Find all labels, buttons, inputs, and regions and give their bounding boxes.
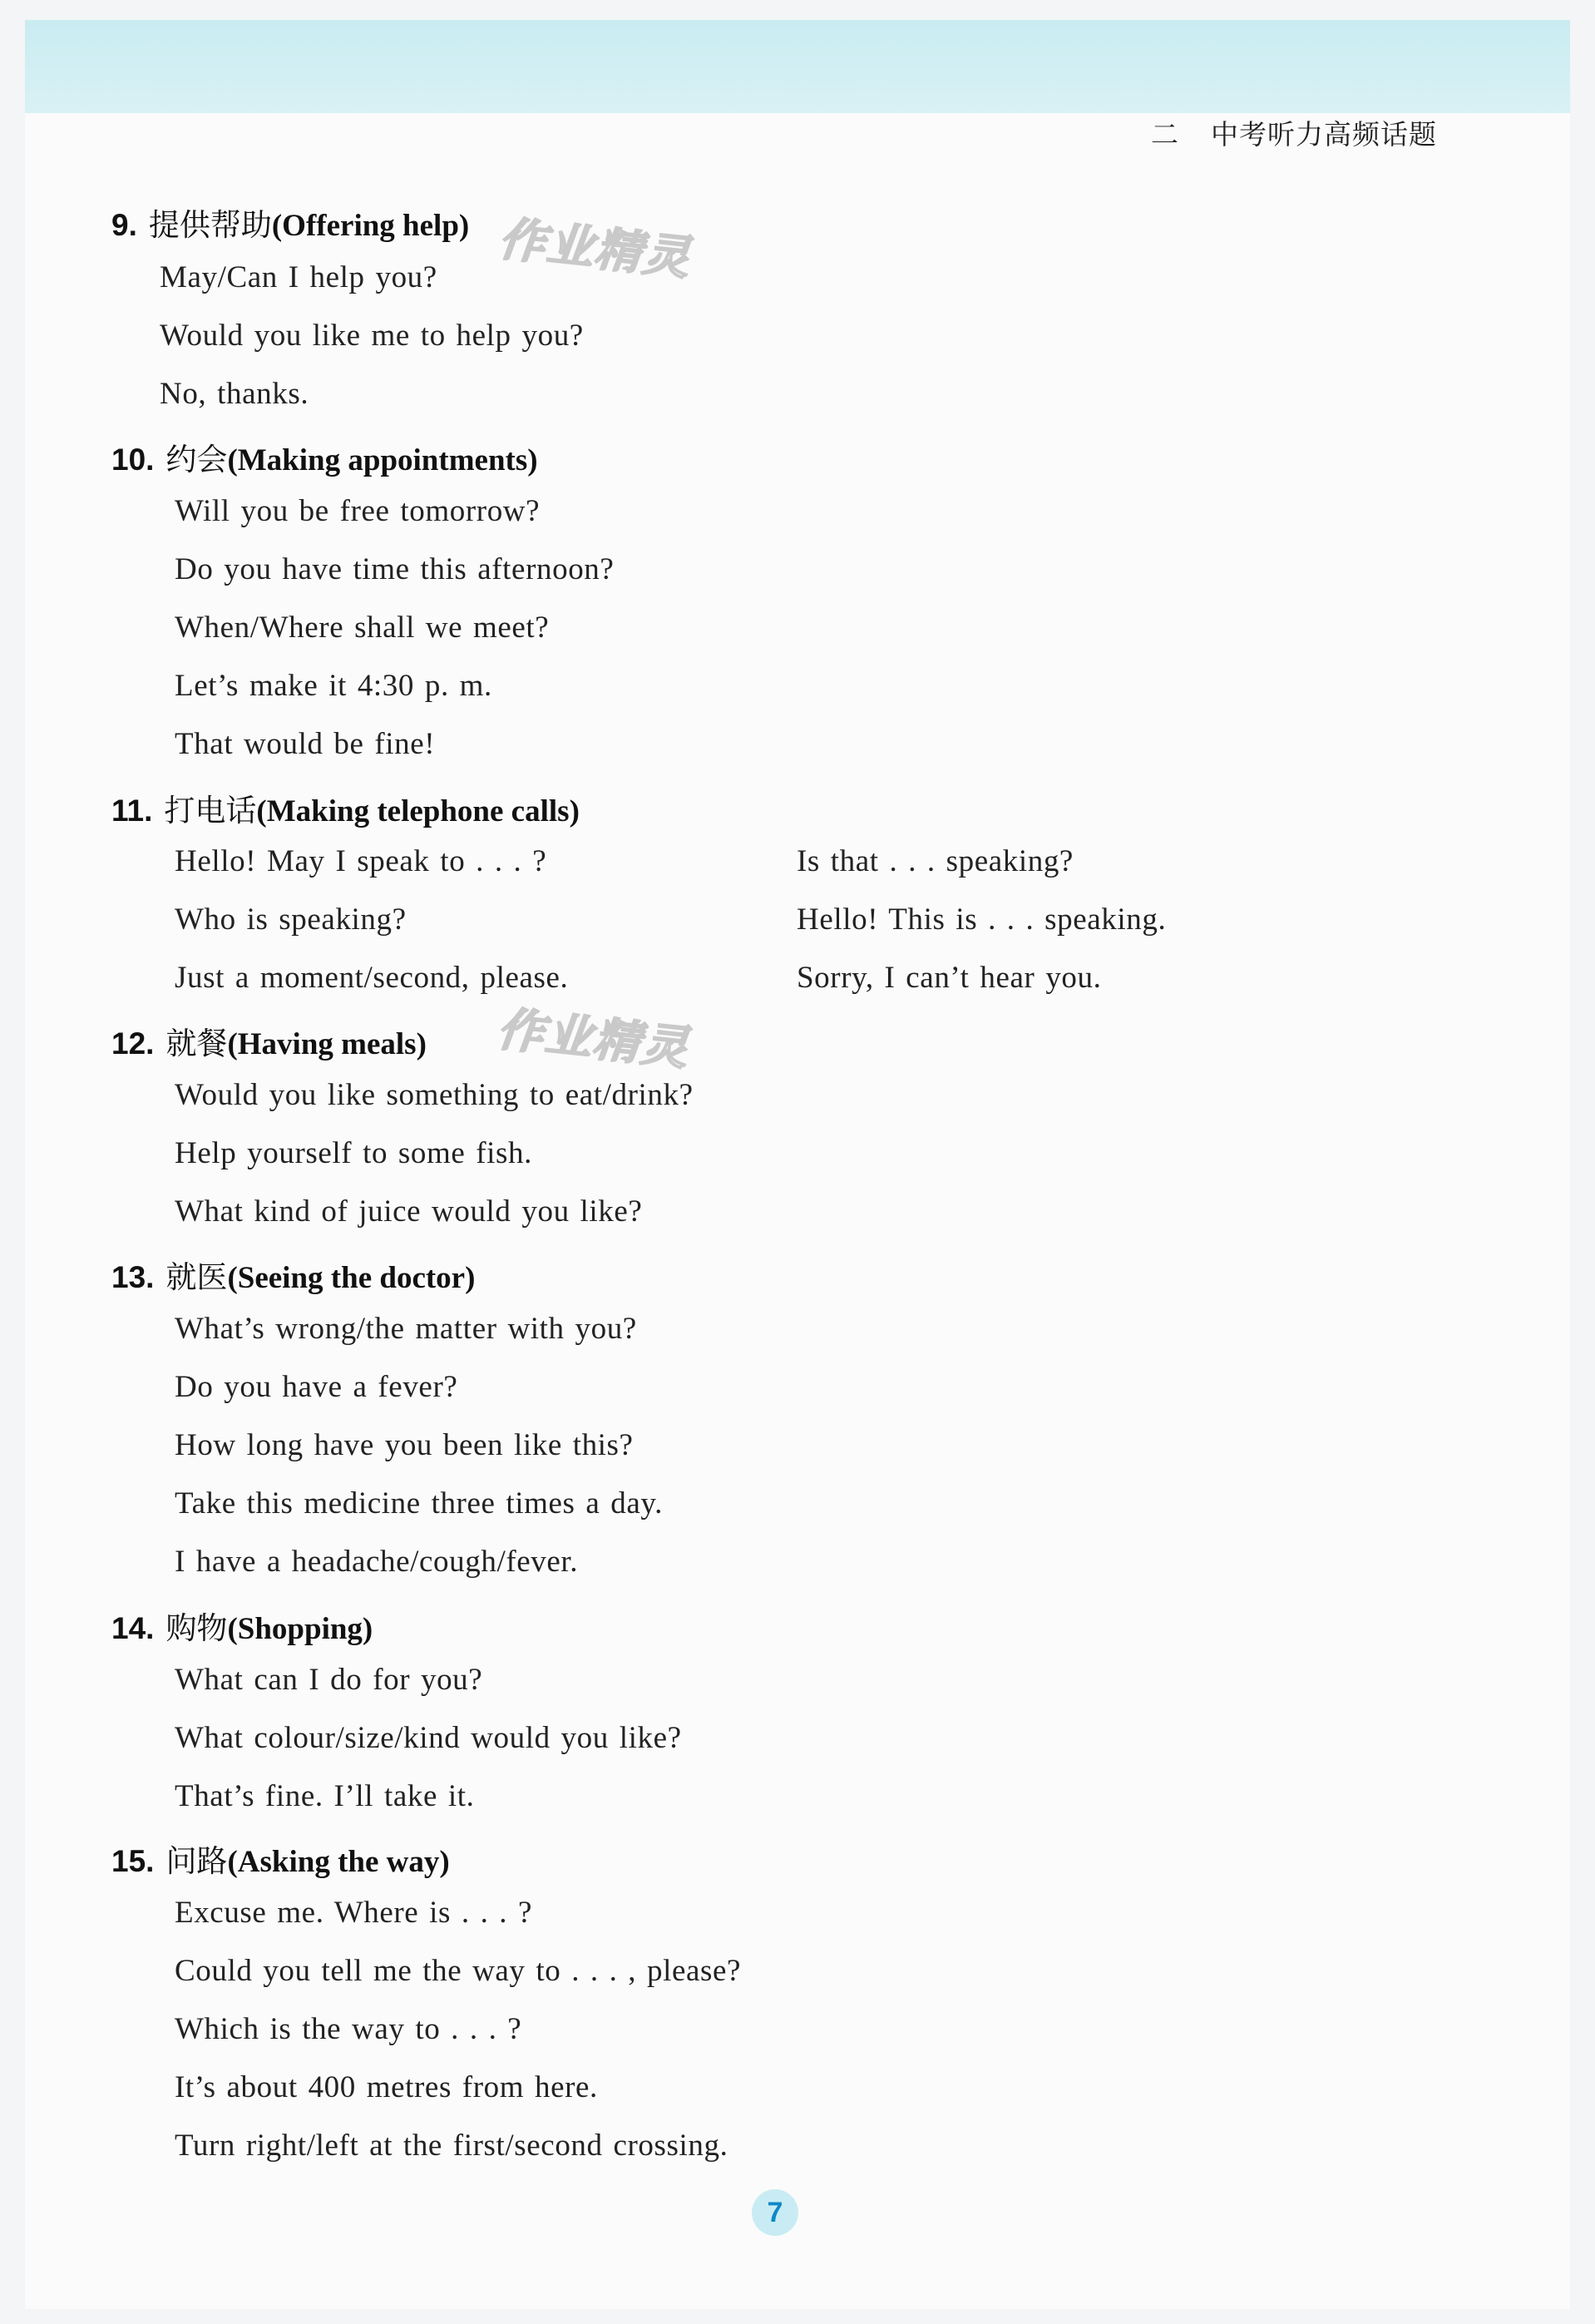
phrase-line-right: Hello! This is . . . speaking.	[797, 902, 1167, 937]
phrase-line: When/Where shall we meet?	[175, 611, 550, 645]
phrase-line: I have a headache/cough/fever.	[175, 1545, 579, 1579]
section-heading	[111, 1018, 427, 1063]
phrase-line: It’s about 400 metres from here.	[175, 2070, 598, 2104]
phrase-line: May/Can I help you?	[160, 260, 437, 294]
phrase-line: Would you like me to help you?	[160, 319, 584, 353]
phrase-line: What colour/size/kind would you like?	[175, 1721, 682, 1755]
phrase-line: Could you tell me the way to . . . , please?	[175, 1954, 742, 1988]
phrase-line: Turn right/left at the first/second crossing.	[175, 2129, 728, 2163]
section-title-cn: 问路	[165, 1843, 228, 1879]
phrase-line: No, thanks.	[160, 377, 309, 411]
phrase-line: Who is speaking?	[175, 902, 407, 937]
section-number: 10.	[111, 443, 155, 477]
phrase-line: Would you like something to eat/drink?	[175, 1078, 694, 1112]
section-title-cn: 约会	[165, 442, 228, 477]
section-number: 12.	[111, 1026, 155, 1061]
phrase-line-right: Is that . . . speaking?	[797, 844, 1074, 878]
section-number: 15.	[111, 1844, 155, 1878]
phrase-line: Help yourself to some fish.	[175, 1136, 532, 1170]
page-header	[1151, 113, 1437, 152]
section-number: 9.	[111, 208, 137, 242]
section-number: 11.	[111, 794, 153, 828]
phrase-line: Hello! May I speak to . . . ?	[175, 844, 547, 878]
section-title-cn: 购物	[165, 1610, 228, 1646]
phrase-line: Do you have a fever?	[175, 1370, 458, 1404]
section-heading	[111, 200, 469, 245]
chapter-number: 二	[1151, 118, 1179, 151]
watermark-text: 作业精灵	[496, 212, 694, 286]
top-color-band	[25, 20, 1570, 113]
section-title-en: (Asking the way)	[227, 1845, 450, 1879]
section-title-cn: 提供帮助	[148, 207, 272, 243]
section-title-cn: 就餐	[165, 1026, 228, 1061]
section-title-en: (Shopping)	[227, 1612, 373, 1646]
section-title-en: (Offering help)	[271, 209, 470, 243]
phrase-line: What kind of juice would you like?	[175, 1194, 643, 1229]
section-heading	[111, 1836, 450, 1881]
phrase-line: Do you have time this afternoon?	[175, 552, 615, 586]
phrase-line: What’s wrong/the matter with you?	[175, 1312, 637, 1346]
watermark-text: 作业精灵	[494, 1002, 693, 1076]
section-title-en: (Having meals)	[227, 1027, 427, 1061]
phrase-line: Take this medicine three times a day.	[175, 1486, 663, 1520]
section-number: 14.	[111, 1611, 155, 1645]
phrase-line: What can I do for you?	[175, 1663, 483, 1697]
page-number-badge: 7	[752, 2189, 798, 2236]
section-heading	[111, 1603, 373, 1648]
phrase-line: Will you be free tomorrow?	[175, 494, 541, 528]
section-title-en: (Seeing the doctor)	[227, 1261, 476, 1295]
section-title-en: (Making telephone calls)	[256, 794, 580, 828]
phrase-line: Which is the way to . . . ?	[175, 2012, 522, 2046]
phrase-line: Let’s make it 4:30 p. m.	[175, 669, 492, 703]
section-number: 13.	[111, 1260, 155, 1294]
phrase-line: Just a moment/second, please.	[175, 961, 569, 995]
section-heading	[111, 434, 538, 479]
phrase-line: How long have you been like this?	[175, 1428, 634, 1462]
phrase-line: That’s fine. I’ll take it.	[175, 1779, 475, 1813]
phrase-line: Excuse me. Where is . . . ?	[175, 1896, 533, 1930]
section-heading	[111, 1252, 475, 1297]
section-title-cn: 打电话	[164, 793, 257, 828]
phrase-line-right: Sorry, I can’t hear you.	[797, 961, 1102, 995]
chapter-title: 中考听力高频话题	[1211, 118, 1437, 151]
section-title-cn: 就医	[165, 1259, 228, 1295]
phrase-line: That would be fine!	[175, 727, 436, 761]
section-heading	[111, 785, 580, 830]
section-title-en: (Making appointments)	[227, 443, 538, 477]
